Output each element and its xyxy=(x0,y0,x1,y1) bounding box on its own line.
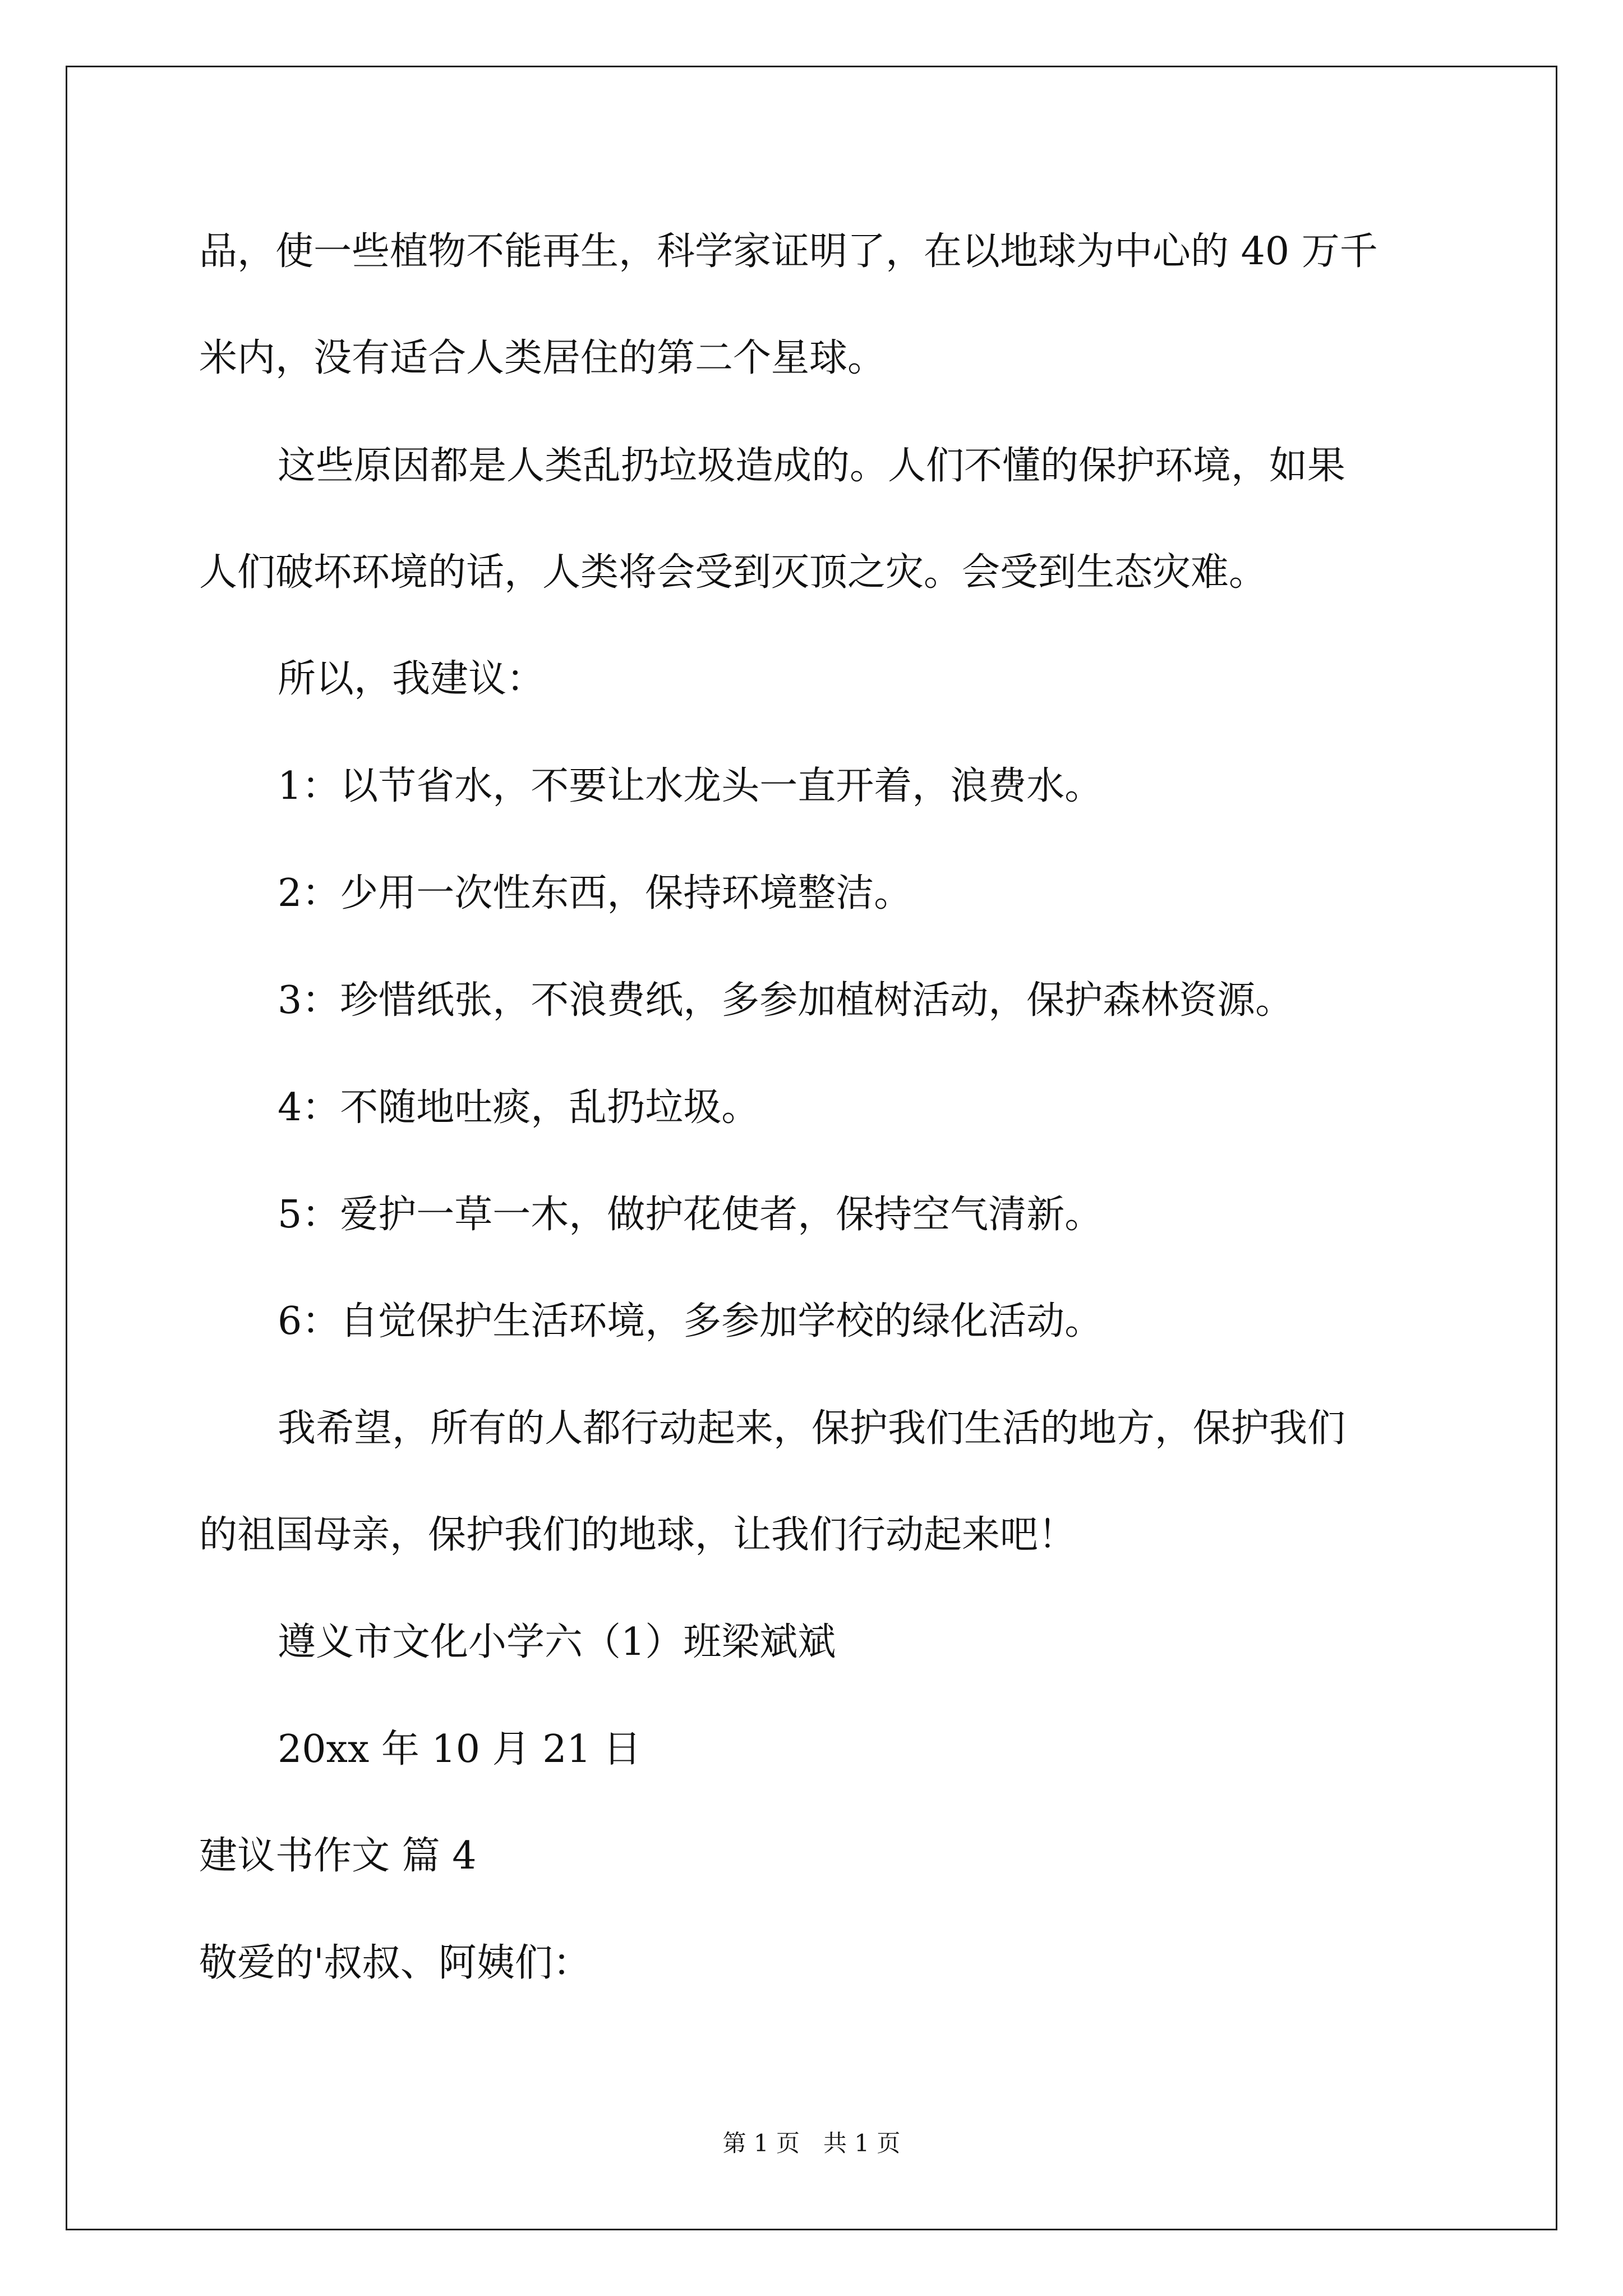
page-border xyxy=(66,66,1557,2230)
signature-line: 遵义市文化小学六（1）班梁斌斌 xyxy=(278,1620,836,1664)
list-item: 5：爱护一草一木，做护花使者，保持空气清新。 xyxy=(278,1193,1103,1237)
body-text-line: 人们破坏环境的话，人类将会受到灭顶之灾。会受到生态灾难。 xyxy=(199,550,1267,595)
page-footer: 第 1 页 共 1 页 xyxy=(722,2129,901,2157)
list-item: 3：珍惜纸张，不浪费纸，多参加植树活动，保护森林资源。 xyxy=(278,978,1294,1023)
body-text-line: 品，使一些植物不能再生，科学家证明了，在以地球为中心的 40 万千 xyxy=(199,229,1378,274)
body-text-line: 这些原因都是人类乱扔垃圾造成的。人们不懂的保护环境，如果 xyxy=(278,444,1346,488)
date-line: 20xx 年 10 月 21 日 xyxy=(278,1727,642,1772)
salutation-line: 敬爱的'叔叔、阿姨们： xyxy=(199,1941,591,1985)
body-text-line: 我希望，所有的人都行动起来，保护我们生活的地方，保护我们 xyxy=(278,1406,1346,1451)
list-item: 1：以节省水，不要让水龙头一直开着，浪费水。 xyxy=(278,764,1103,808)
list-item: 6：自觉保护生活环境，多参加学校的绿化活动。 xyxy=(278,1299,1103,1343)
list-item: 2：少用一次性东西，保持环境整洁。 xyxy=(278,871,912,915)
body-text-line: 所以，我建议： xyxy=(278,657,545,701)
body-text-line: 米内，没有适合人类居住的第二个星球。 xyxy=(199,336,886,380)
section-heading: 建议书作文 篇 4 xyxy=(199,1834,477,1878)
body-text-line: 的祖国母亲，保护我们的地球，让我们行动起来吧！ xyxy=(199,1513,1077,1557)
list-item: 4：不随地吐痰，乱扔垃圾。 xyxy=(278,1085,760,1130)
